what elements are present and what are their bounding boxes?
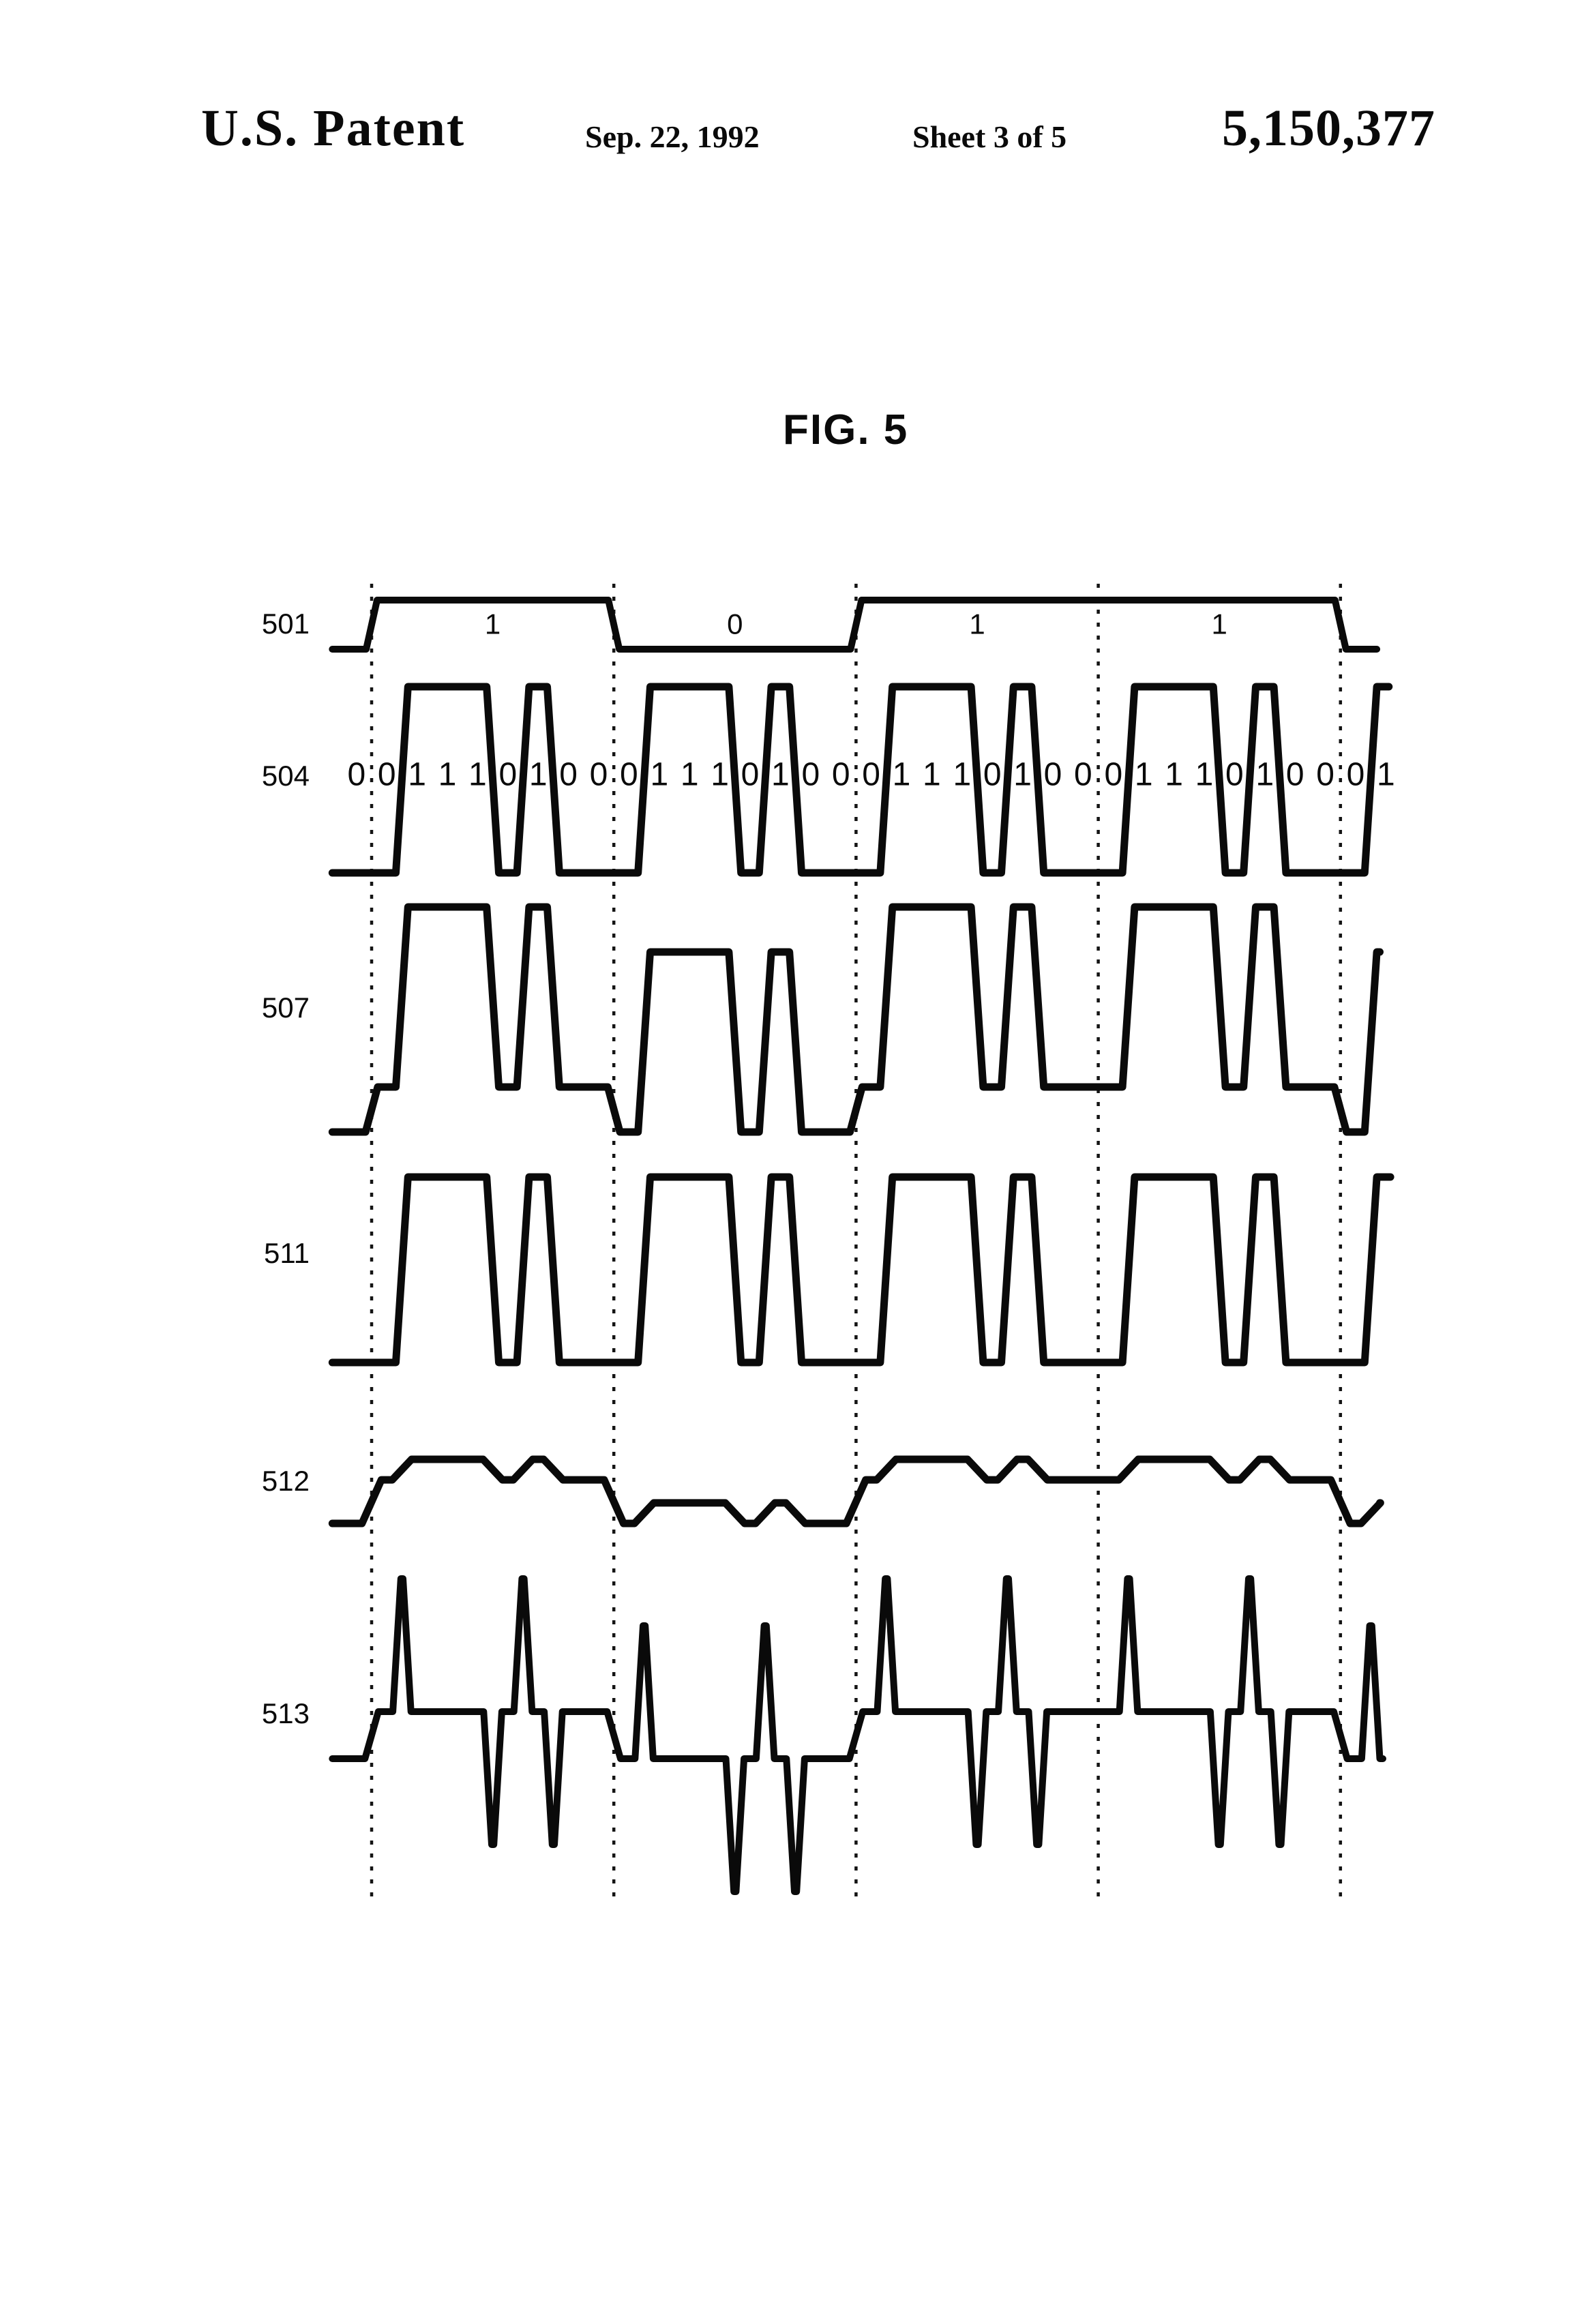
chip-value-label: 0 [347, 756, 366, 793]
us-patent-label: U.S. Patent [201, 100, 466, 157]
data-bit-label: 1 [969, 608, 985, 640]
chip-value-label: 1 [1013, 756, 1032, 793]
signal-504-label: 504 [261, 760, 310, 792]
chip-value-label: 1 [1165, 756, 1183, 793]
chip-value-label: 1 [953, 756, 972, 793]
chip-value-label: 0 [1225, 756, 1244, 793]
chip-value-label: 1 [1255, 756, 1274, 793]
chip-value-label: 0 [801, 756, 820, 793]
patent-date: Sep. 22, 1992 [585, 119, 760, 154]
chip-value-label: 1 [771, 756, 790, 793]
chip-value-label: 0 [1104, 756, 1123, 793]
sheet-number: Sheet 3 of 5 [912, 119, 1067, 154]
signal-507-trace [332, 907, 1379, 1132]
signal-512-label: 512 [261, 1465, 310, 1497]
chip-value-label: 0 [1285, 756, 1304, 793]
patent-number: 5,150,377 [1222, 100, 1435, 157]
chip-value-label: 1 [680, 756, 699, 793]
chip-value-label: 0 [1043, 756, 1062, 793]
chip-value-label: 0 [1346, 756, 1365, 793]
chip-value-label: 0 [620, 756, 638, 793]
chip-value-label: 0 [589, 756, 608, 793]
chip-value-label: 0 [741, 756, 760, 793]
signal-507-label: 507 [261, 992, 310, 1024]
chip-value-label: 1 [711, 756, 729, 793]
figure-title: FIG. 5 [783, 406, 909, 453]
chip-value-label: 1 [468, 756, 487, 793]
chip-value-label: 0 [862, 756, 880, 793]
chip-value-label: 1 [408, 756, 426, 793]
chip-value-label: 0 [1074, 756, 1092, 793]
chip-value-label: 1 [923, 756, 941, 793]
chip-value-label: 0 [377, 756, 396, 793]
chip-value-label: 0 [559, 756, 578, 793]
signal-513-label: 513 [261, 1697, 310, 1729]
signal-511-label: 511 [264, 1237, 310, 1269]
chip-value-label: 1 [1377, 756, 1395, 793]
data-bit-label: 1 [484, 608, 501, 640]
chip-value-label: 0 [983, 756, 1002, 793]
chip-value-label: 0 [831, 756, 850, 793]
chip-value-label: 1 [650, 756, 669, 793]
chip-value-label: 1 [438, 756, 457, 793]
chip-value-label: 1 [1134, 756, 1153, 793]
signal-511-trace [332, 1177, 1390, 1362]
signal-501-label: 501 [261, 608, 310, 640]
chip-value-label: 1 [1195, 756, 1214, 793]
data-bit-label: 0 [727, 608, 743, 640]
data-bit-label: 1 [1211, 608, 1227, 640]
chip-value-label: 1 [528, 756, 548, 793]
chip-value-label: 0 [498, 756, 518, 793]
chip-value-label: 0 [1316, 756, 1334, 793]
chip-value-label: 1 [892, 756, 911, 793]
signal-513-trace [332, 1579, 1383, 1892]
